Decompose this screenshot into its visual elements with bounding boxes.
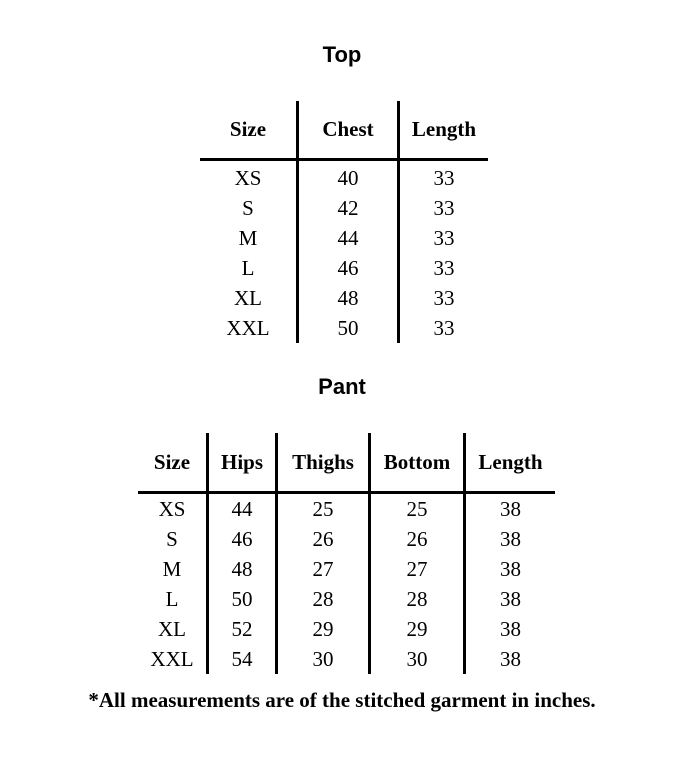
thighs-cell: 27 — [277, 554, 370, 584]
column-header-bottom: Bottom — [370, 433, 465, 493]
bottom-cell: 30 — [370, 644, 465, 674]
length-cell: 33 — [399, 193, 489, 223]
column-header-length: Length — [399, 101, 489, 160]
size-cell: S — [166, 527, 178, 551]
hips-cell: 54 — [208, 644, 277, 674]
column-header-thighs: Thighs — [277, 433, 370, 493]
size-cell: XS — [234, 166, 262, 190]
length-cell: 33 — [399, 283, 489, 313]
top-section-title: Top — [322, 42, 362, 67]
chest-cell: 46 — [298, 253, 399, 283]
length-cell: 38 — [465, 644, 556, 674]
table-row — [138, 554, 555, 584]
length-cell: 38 — [465, 584, 556, 614]
size-cell: M — [238, 226, 258, 250]
hips-cell: 48 — [208, 554, 277, 584]
column-header-hips: Hips — [208, 433, 277, 493]
column-header-chest: Chest — [298, 101, 399, 160]
hips-cell: 50 — [208, 584, 277, 614]
size-cell: L — [241, 256, 255, 280]
chest-cell: 44 — [298, 223, 399, 253]
table-header-row — [138, 433, 555, 493]
table-row — [200, 313, 488, 343]
measurements-footnote: *All measurements are of the stitched garment in inches. — [88, 688, 596, 712]
size-cell: XS — [158, 497, 186, 521]
size-cell: XL — [158, 617, 186, 641]
length-cell: 38 — [465, 554, 556, 584]
bottom-cell: 25 — [370, 493, 465, 525]
size-cell: L — [165, 587, 179, 611]
table-row — [200, 160, 488, 194]
thighs-cell: 29 — [277, 614, 370, 644]
table-row — [138, 644, 555, 674]
length-cell: 33 — [399, 223, 489, 253]
table-row — [138, 614, 555, 644]
table-row — [200, 283, 488, 313]
size-cell: S — [242, 196, 254, 220]
table-row — [200, 223, 488, 253]
pant-size-table — [138, 433, 555, 674]
column-header-length: Length — [465, 433, 556, 493]
table-header-row — [200, 101, 488, 160]
size-cell: XXL — [226, 316, 270, 340]
length-cell: 38 — [465, 524, 556, 554]
thighs-cell: 26 — [277, 524, 370, 554]
column-header-size: Size — [138, 433, 208, 493]
length-cell: 33 — [399, 160, 489, 194]
length-cell: 33 — [399, 313, 489, 343]
chest-cell: 48 — [298, 283, 399, 313]
pant-section-title: Pant — [318, 374, 366, 399]
chest-cell: 50 — [298, 313, 399, 343]
thighs-cell: 25 — [277, 493, 370, 525]
length-cell: 38 — [465, 614, 556, 644]
table-row — [138, 584, 555, 614]
size-cell: XL — [234, 286, 262, 310]
bottom-cell: 27 — [370, 554, 465, 584]
hips-cell: 52 — [208, 614, 277, 644]
thighs-cell: 28 — [277, 584, 370, 614]
table-row — [200, 193, 488, 223]
table-row — [138, 524, 555, 554]
chest-cell: 40 — [298, 160, 399, 194]
table-row — [138, 493, 555, 525]
bottom-cell: 28 — [370, 584, 465, 614]
chest-cell: 42 — [298, 193, 399, 223]
length-cell: 33 — [399, 253, 489, 283]
bottom-cell: 29 — [370, 614, 465, 644]
table-row — [200, 253, 488, 283]
size-cell: M — [162, 557, 182, 581]
bottom-cell: 26 — [370, 524, 465, 554]
size-cell: XXL — [150, 647, 194, 671]
length-cell: 38 — [465, 493, 556, 525]
hips-cell: 44 — [208, 493, 277, 525]
hips-cell: 46 — [208, 524, 277, 554]
column-header-size: Size — [200, 101, 298, 160]
top-size-table — [200, 101, 488, 343]
thighs-cell: 30 — [277, 644, 370, 674]
